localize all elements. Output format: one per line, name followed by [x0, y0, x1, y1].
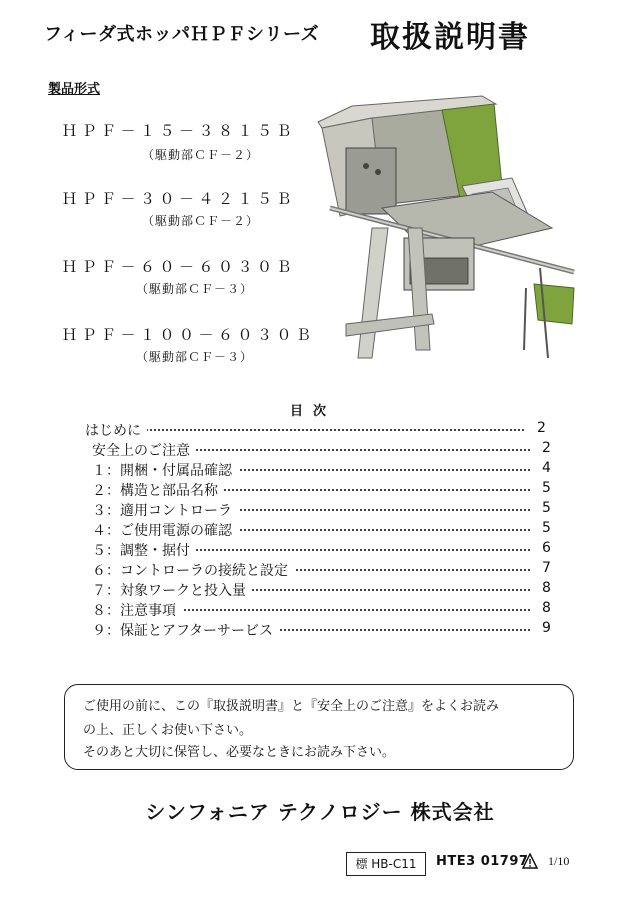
- toc-entry-page: 5: [542, 500, 551, 516]
- toc-entry-label: ８：注意事項: [92, 600, 182, 620]
- model-code: ＨＰＦ－６０－６０３０Ｂ: [62, 258, 297, 276]
- standard-code-box: [346, 852, 426, 876]
- toc-entry-label: ２：構造と部品名称: [92, 480, 224, 500]
- toc-entry: [0, 600, 640, 620]
- toc-entry-label: ６：コントローラの接続と設定: [92, 560, 294, 580]
- toc-entry: [0, 480, 640, 500]
- toc-entry-label: 安全上のご注意: [92, 440, 196, 460]
- toc-entry-page: 8: [542, 600, 551, 616]
- toc-entry: [0, 540, 640, 560]
- model-drive: （駆動部ＣＦ－３）: [136, 282, 254, 296]
- toc-entry-page: 2: [542, 440, 551, 456]
- toc-entry-label: ９：保証とアフターサービス: [92, 620, 279, 640]
- model-drive: （駆動部ＣＦ－３）: [136, 350, 254, 364]
- page-number: 1/10: [548, 854, 570, 868]
- document-number: HTE3 01797: [436, 854, 529, 869]
- model-code: ＨＰＦ－１５－３８１５Ｂ: [62, 122, 297, 140]
- toc-entry: [0, 500, 640, 520]
- document-subtitle: フィーダ式ホッパＨＰＦシリーズ: [44, 24, 320, 45]
- model-code: ＨＰＦ－３０－４２１５Ｂ: [62, 190, 297, 208]
- document-title: 取扱説明書: [370, 20, 530, 55]
- toc-entry-label: ４：ご使用電源の確認: [92, 520, 238, 540]
- toc-entry-label: １：開梱・付属品確認: [92, 460, 238, 480]
- notice-line: の上、正しくお使い下さい。: [83, 723, 253, 738]
- company-name: シンフォニア テクノロジー 株式会社: [145, 800, 495, 824]
- toc-entry-label: ７：対象ワークと投入量: [92, 580, 252, 600]
- toc-entry-page: 7: [542, 560, 551, 576]
- standard-code: 標 HB-C11: [355, 857, 417, 871]
- toc-entry-page: 4: [542, 460, 551, 476]
- toc-entry: [0, 420, 640, 440]
- toc-entry-label: はじめに: [85, 420, 147, 440]
- toc-entry-page: 2: [537, 420, 546, 436]
- toc-entry: [0, 460, 640, 480]
- toc-title: 目次: [290, 404, 337, 419]
- toc-entry-page: 8: [542, 580, 551, 596]
- toc-entry-page: 9: [542, 620, 551, 636]
- hopper-feeder-illustration: [312, 88, 602, 378]
- toc-entry: [0, 560, 640, 580]
- toc-entry: [0, 580, 640, 600]
- model-code: ＨＰＦ－１００－６０３０Ｂ: [62, 326, 316, 344]
- toc-entry-page: 5: [542, 480, 551, 496]
- toc-entry: [0, 440, 640, 460]
- toc-entry: [0, 520, 640, 540]
- warning-triangle-icon: [522, 853, 538, 869]
- usage-notice-box: [64, 684, 574, 770]
- toc-entry-page: 6: [542, 540, 551, 556]
- toc-entry: [0, 620, 640, 640]
- notice-line: そのあと大切に保管し、必要なときにお読み下さい。: [83, 745, 396, 760]
- notice-line: ご使用の前に、この『取扱説明書』と『安全上のご注意』をよくお読み: [83, 699, 500, 714]
- model-drive: （駆動部ＣＦ－２）: [142, 214, 260, 228]
- toc-entry-page: 5: [542, 520, 551, 536]
- models-heading: 製品形式: [48, 82, 101, 97]
- model-drive: （駆動部ＣＦ－２）: [142, 148, 260, 162]
- toc-entry-label: ５：調整・据付: [92, 540, 196, 560]
- toc-entry-label: ３：適用コントローラ: [92, 500, 238, 520]
